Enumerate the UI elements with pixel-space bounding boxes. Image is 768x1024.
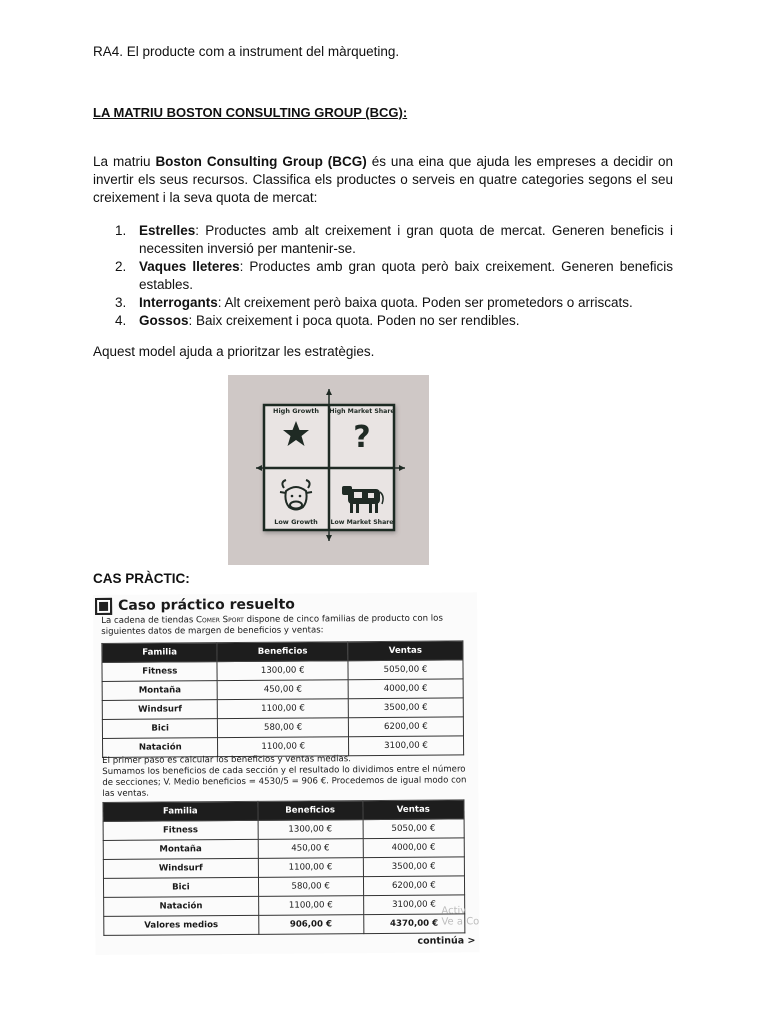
table-cell: 1100,00 € — [218, 699, 349, 719]
table-row — [103, 876, 464, 898]
table-row — [102, 679, 463, 701]
table-cell: 6200,00 € — [348, 717, 463, 737]
list-term: Interrogants — [139, 295, 218, 310]
table-cell: 3500,00 € — [348, 698, 463, 718]
list-term: Gossos — [139, 313, 189, 328]
desc-pre: La cadena de tiendas — [101, 615, 197, 626]
list-item — [93, 294, 673, 312]
table-row — [103, 857, 464, 879]
table-cell: 1100,00 € — [258, 896, 363, 916]
table-cell: Fitness — [103, 820, 258, 840]
table-cell: 6200,00 € — [363, 876, 465, 896]
table-cell: 1100,00 € — [258, 858, 363, 878]
arrow-right-icon — [399, 465, 405, 471]
list-item — [93, 222, 673, 258]
arrow-left-icon — [256, 465, 262, 471]
list-term: Vaques lleteres — [139, 259, 240, 274]
table-cell: 580,00 € — [258, 877, 363, 897]
desc-post: dispone de cinco familias de producto con los siguientes datos de margen de beneficios y ventas: — [101, 613, 443, 637]
table-cell: 580,00 € — [218, 718, 349, 738]
table-cell: Windsurf — [103, 858, 258, 878]
table-header: Beneficios — [217, 642, 348, 662]
case-heading — [95, 596, 295, 615]
table-header: Ventas — [362, 800, 464, 820]
table-header: Familia — [102, 643, 218, 663]
table-row-average — [104, 914, 465, 936]
checkbox-icon — [95, 597, 112, 614]
list-text: : Alt creixement però baixa quota. Poden ser prometedors o arriscats. — [217, 295, 633, 310]
table-cell: 1100,00 € — [218, 737, 349, 757]
list-number: 4. — [115, 313, 127, 328]
data-table-2 — [102, 799, 465, 936]
table-cell: 5050,00 € — [363, 819, 465, 839]
table-cell: 4000,00 € — [348, 679, 463, 699]
intro-pre: La matriu — [93, 154, 156, 169]
section-title: LA MATRIU BOSTON CONSULTING GROUP (BCG): — [93, 105, 408, 120]
table-cell: 3100,00 € — [363, 895, 465, 915]
table-cell: 450,00 € — [218, 680, 349, 700]
label-high-market-share: High Market Share — [329, 408, 395, 415]
list-item — [93, 258, 673, 294]
table-row — [102, 660, 463, 682]
data-table-1 — [101, 640, 464, 758]
table-cell: 5050,00 € — [348, 660, 463, 680]
table-cell: Bici — [102, 719, 218, 739]
table-cell: Fitness — [102, 662, 218, 682]
explanation-line-2: Sumamos los beneficios de cada sección y el resultado lo dividimos entre el número de secciones; V. Medio beneficios = 4530/5 = 906 €. Procedemos de igual modo con las ventas. — [102, 764, 467, 799]
table-header: Ventas — [348, 641, 463, 661]
table-cell: Valores medios — [104, 915, 259, 935]
list-text: : Productes amb gran quota però baix creixement. Generen beneficis estables. — [139, 259, 673, 292]
table-cell: 3100,00 € — [348, 736, 463, 756]
table-cell: Natación — [103, 738, 219, 758]
table-header: Beneficios — [258, 801, 363, 821]
arrow-down-icon — [326, 535, 332, 541]
table-row — [102, 717, 463, 739]
header-line: RA4. El producte com a instrument del màrqueting. — [93, 44, 400, 59]
activation-watermark: Activ Ve a Co — [441, 905, 480, 928]
table-cell: Bici — [103, 877, 258, 897]
table-row — [104, 895, 465, 917]
table-row — [102, 698, 463, 720]
outro-paragraph: Aquest model ajuda a prioritzar les estratègies. — [93, 344, 375, 359]
table-row — [103, 838, 464, 860]
explanation-line-1: El primer paso es calcular los beneficios y ventas medias. — [102, 754, 351, 766]
table-cell: 3500,00 € — [363, 857, 465, 877]
label-low-market-share: Low Market Share — [330, 519, 394, 526]
intro-post: és una eina que ajuda les empreses a decidir on invertir els seus recursos. Classifica els productes o serveis en quatre categories segons el seu creixement i la seva quota de mercat: — [93, 154, 673, 205]
label-high-growth: High Growth — [273, 407, 319, 415]
continue-label: continúa > — [417, 935, 476, 947]
intro-paragraph — [93, 153, 673, 207]
bcg-matrix-image — [228, 375, 429, 565]
arrow-up-icon — [326, 389, 332, 395]
table-row — [103, 819, 464, 841]
table-cell: 1300,00 € — [258, 820, 363, 840]
case-scan-image — [93, 592, 480, 955]
case-heading-text: Caso práctico resuelto — [118, 596, 295, 614]
label-low-growth: Low Growth — [274, 518, 318, 526]
table-header: Familia — [103, 801, 258, 821]
table-cell: 906,00 € — [258, 915, 363, 935]
list-number: 1. — [115, 223, 127, 238]
table-cell: Windsurf — [102, 700, 218, 720]
list-text: : Baix creixement i poca quota. Poden no ser rendibles. — [188, 313, 520, 328]
list-item — [93, 312, 673, 330]
case-description — [101, 613, 473, 638]
table-cell: Montaña — [103, 839, 258, 859]
list-term: Estrelles — [139, 223, 196, 238]
case-title: CAS PRÀCTIC: — [93, 571, 190, 586]
bcg-matrix-svg — [228, 375, 429, 565]
list-number: 2. — [115, 259, 127, 274]
table-cell: 1300,00 € — [217, 661, 348, 681]
desc-brand: Comer Sport — [196, 614, 244, 626]
table-cell: Montaña — [102, 681, 218, 701]
table-cell: Natación — [104, 896, 259, 916]
list-number: 3. — [115, 295, 127, 310]
category-list — [93, 222, 673, 330]
case-explanation — [102, 753, 474, 800]
table-cell: 4370,00 € — [363, 914, 465, 934]
list-text: : Productes amb alt creixement i gran quota de mercat. Generen beneficis i necessiten inversió per mantenir-se. — [139, 223, 673, 256]
table-cell: 450,00 € — [258, 839, 363, 859]
table-cell: 4000,00 € — [363, 838, 465, 858]
intro-bold: Boston Consulting Group (BCG) — [155, 154, 367, 169]
question-mark-icon: ? — [353, 420, 371, 455]
